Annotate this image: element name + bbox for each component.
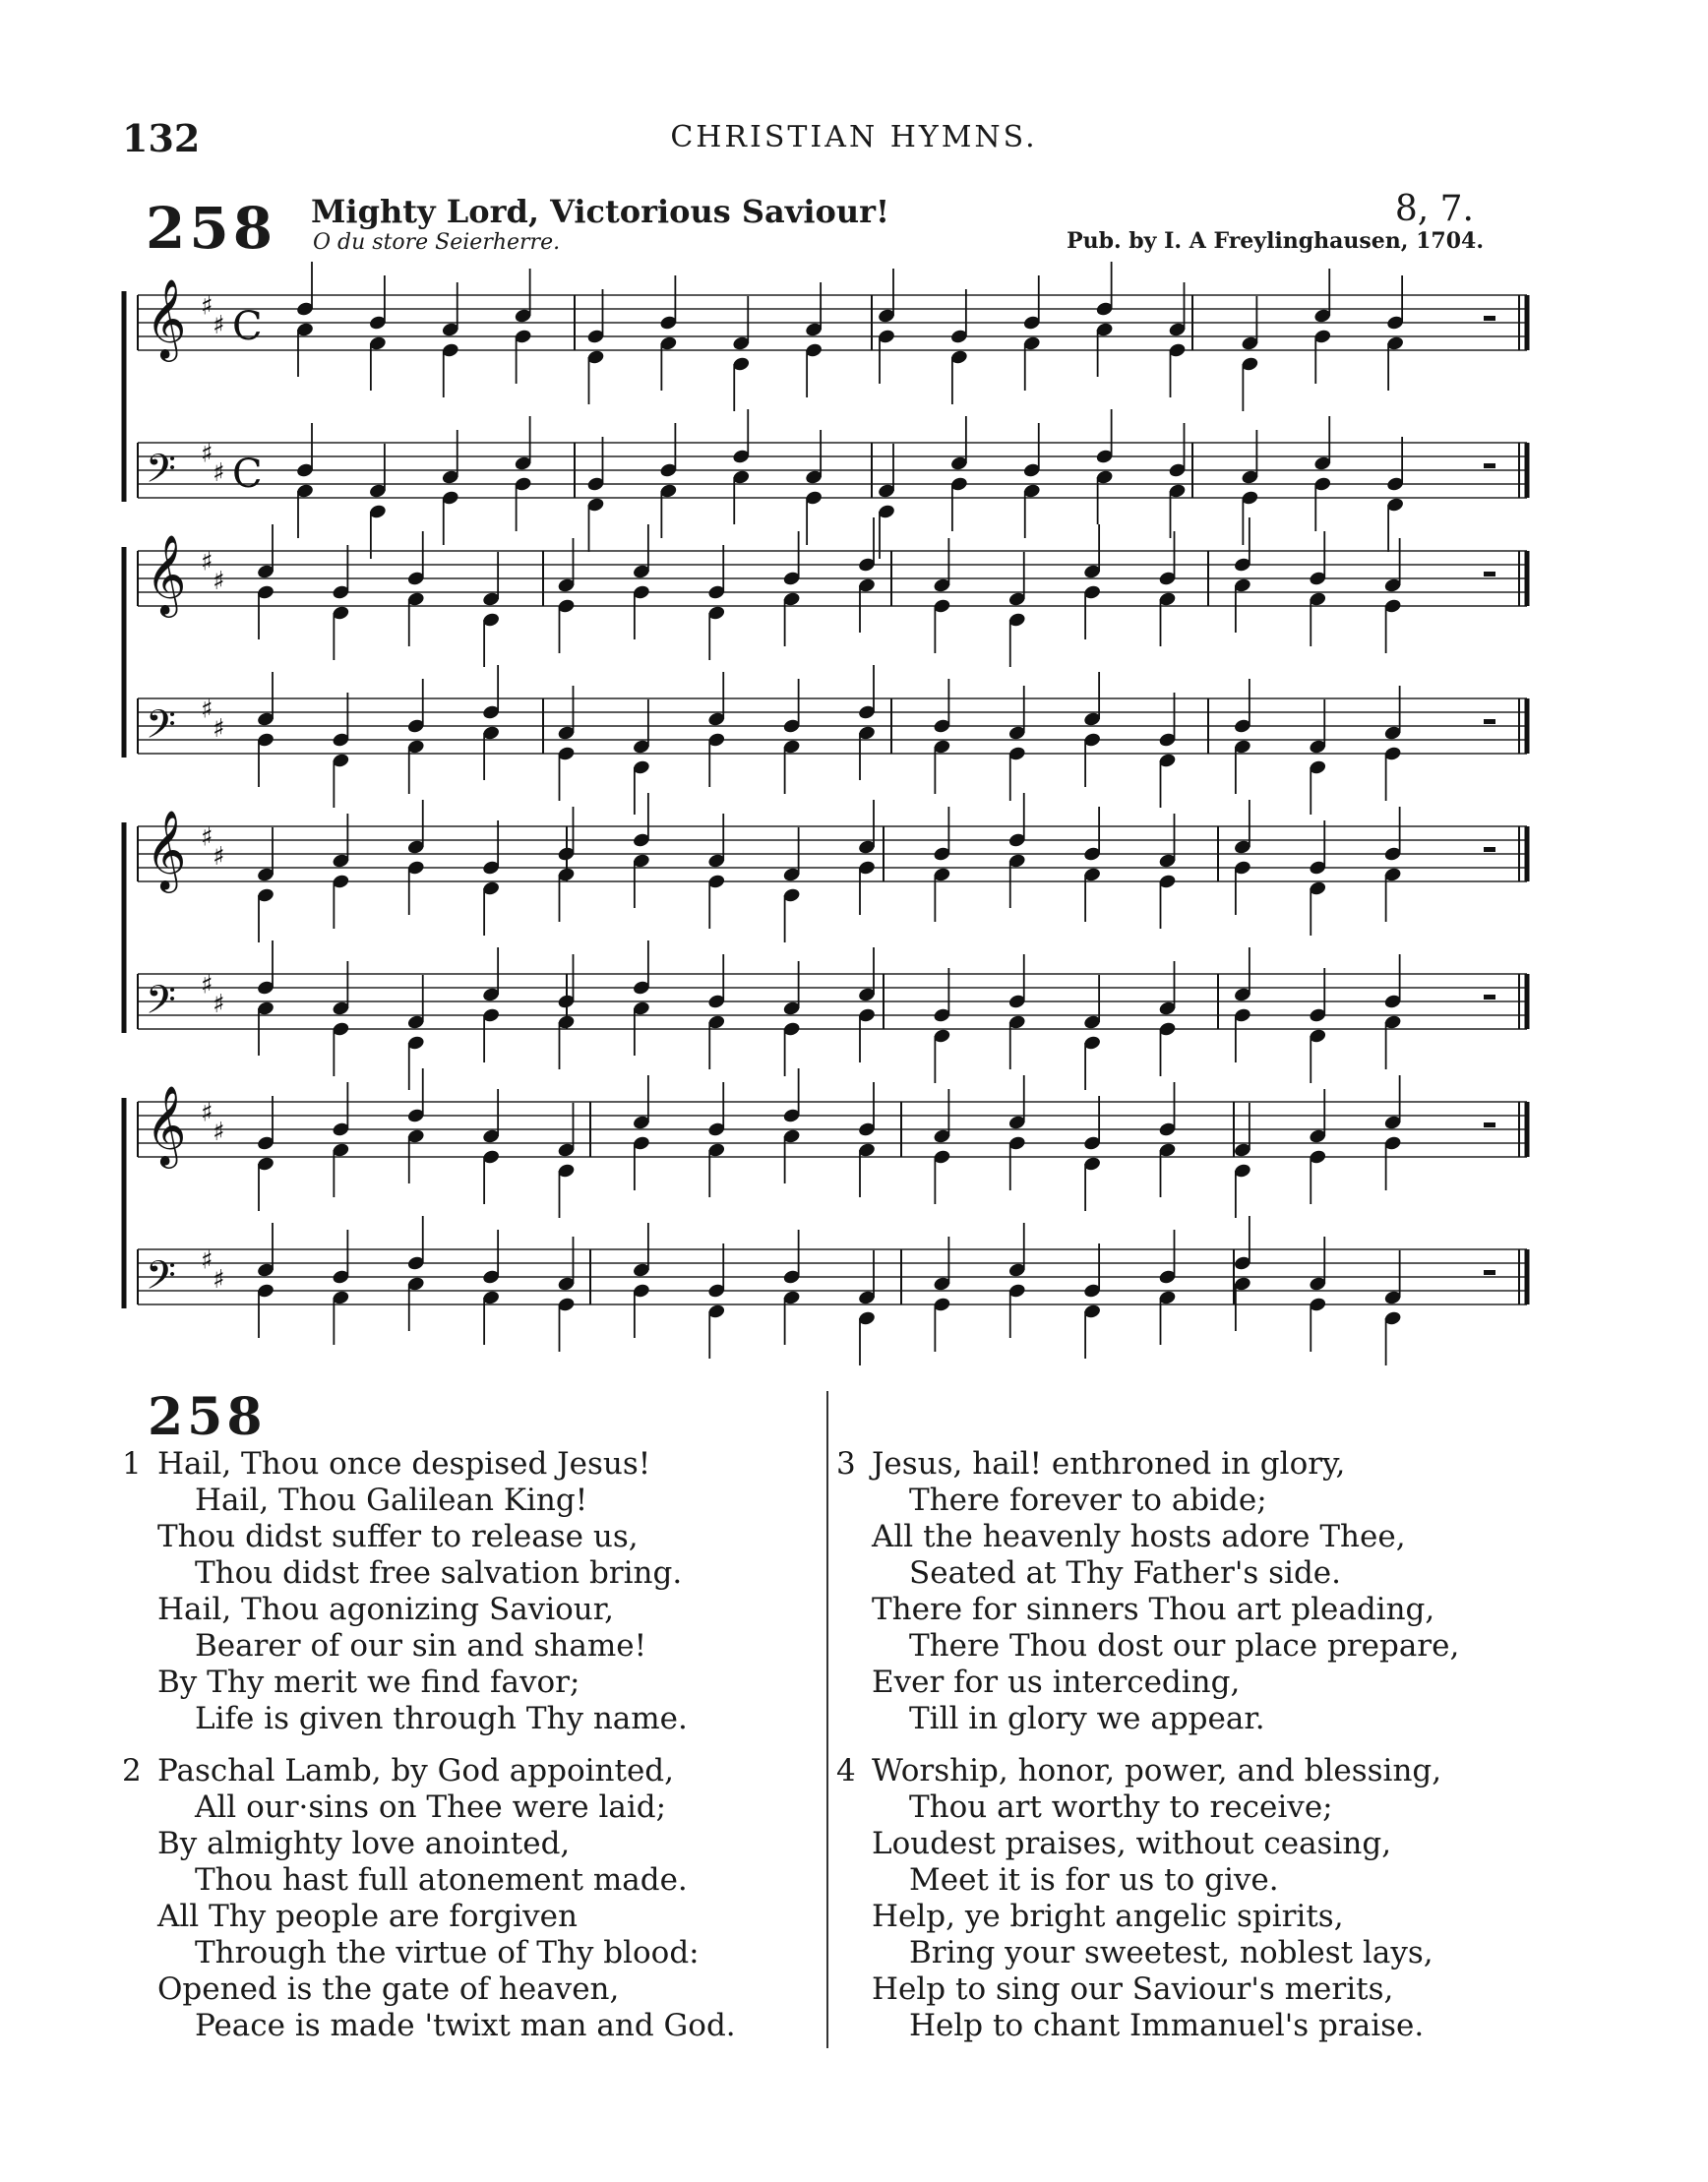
stanza-line: Life is given through Thy name. bbox=[195, 1701, 688, 1736]
bass-clef: 𝄢 bbox=[146, 977, 176, 1033]
column-divider bbox=[826, 1391, 828, 2048]
treble-clef: 𝄞 bbox=[146, 277, 187, 359]
sharp-sign: ♯ bbox=[201, 970, 214, 1000]
running-title: CHRISTIAN HYMNS. bbox=[670, 120, 1038, 154]
stanza-line: Paschal Lamb, by God appointed, bbox=[157, 1753, 675, 1788]
sharp-sign: ♯ bbox=[213, 311, 225, 341]
stanza-line: There for sinners Thou art pleading, bbox=[872, 1592, 1435, 1627]
stanza-line: All our·sins on Thee were laid; bbox=[195, 1789, 667, 1825]
text-hymn-number: 258 bbox=[148, 1387, 267, 1447]
time-signature: C bbox=[232, 451, 263, 497]
stanza-line: Bearer of our sin and shame! bbox=[195, 1628, 647, 1664]
stanza-line: Hail, Thou once despised Jesus! bbox=[157, 1446, 651, 1482]
sharp-sign: ♯ bbox=[213, 1265, 225, 1296]
bass-clef: 𝄢 bbox=[146, 1252, 176, 1308]
sharp-sign: ♯ bbox=[213, 1118, 225, 1148]
treble-clef: 𝄞 bbox=[146, 533, 187, 615]
stanza-line: Opened is the gate of heaven, bbox=[157, 1971, 620, 2007]
stanza-line: All the heavenly hosts adore Thee, bbox=[872, 1519, 1406, 1554]
stanza-line: Peace is made 'twixt man and God. bbox=[195, 2008, 736, 2043]
bass-clef: 𝄢 bbox=[146, 446, 176, 502]
hymn-title: Mighty Lord, Victorious Saviour! bbox=[311, 193, 890, 230]
treble-clef: 𝄞 bbox=[146, 1084, 187, 1166]
stanza-line: Help, ye bright angelic spirits, bbox=[872, 1899, 1344, 1934]
sharp-sign: ♯ bbox=[201, 1245, 214, 1276]
verse-number: 4 bbox=[836, 1753, 856, 1788]
sharp-sign: ♯ bbox=[213, 458, 225, 489]
stanza-line: Ever for us interceding, bbox=[872, 1665, 1241, 1700]
hymn-meter: 8, 7. bbox=[1394, 189, 1474, 229]
sharp-sign: ♯ bbox=[213, 567, 225, 597]
stanza-line: Help to sing our Saviour's merits, bbox=[872, 1971, 1394, 2007]
verse-number: 1 bbox=[122, 1446, 142, 1482]
stanza-line: Meet it is for us to give. bbox=[909, 1862, 1279, 1898]
verse-number: 2 bbox=[122, 1753, 142, 1788]
stanza-line: By almighty love anointed, bbox=[157, 1826, 571, 1861]
sharp-sign: ♯ bbox=[201, 822, 214, 853]
sharp-sign: ♯ bbox=[213, 714, 225, 745]
stanza-line: Hail, Thou Galilean King! bbox=[195, 1483, 588, 1518]
rest-sign bbox=[1484, 463, 1495, 468]
stanza-line: Thou hast full atonement made. bbox=[195, 1862, 688, 1898]
stanza-line: Thou art worthy to receive; bbox=[909, 1789, 1333, 1825]
treble-clef: 𝄞 bbox=[146, 809, 187, 890]
rest-sign bbox=[1484, 316, 1495, 321]
rest-sign bbox=[1484, 995, 1495, 1000]
rest-sign bbox=[1484, 572, 1495, 576]
stanza-line: Seated at Thy Father's side. bbox=[909, 1555, 1341, 1591]
stanza-3 bbox=[836, 1446, 1460, 1737]
stanza-line: Thou didst suffer to release us, bbox=[157, 1519, 639, 1554]
stanza-line: Thou didst free salvation bring. bbox=[195, 1555, 683, 1591]
stanza-line: Hail, Thou agonizing Saviour, bbox=[157, 1592, 615, 1627]
stanza-line: Loudest praises, without ceasing, bbox=[872, 1826, 1392, 1861]
stanza-2 bbox=[122, 1753, 736, 2044]
stanza-line: Help to chant Immanuel's praise. bbox=[909, 2008, 1425, 2043]
sharp-sign: ♯ bbox=[201, 695, 214, 725]
sharp-sign: ♯ bbox=[201, 439, 214, 469]
stanza-1 bbox=[122, 1446, 688, 1737]
hymn-source: Pub. by I. A Freylinghausen, 1704. bbox=[1067, 228, 1484, 254]
sharp-sign: ♯ bbox=[213, 990, 225, 1020]
stanza-line: There Thou dost our place prepare, bbox=[909, 1628, 1460, 1664]
sharp-sign: ♯ bbox=[201, 547, 214, 577]
sharp-sign: ♯ bbox=[213, 842, 225, 873]
stanza-line: All Thy people are forgiven bbox=[157, 1899, 578, 1934]
stanza-4 bbox=[836, 1753, 1442, 2044]
stanza-line: By Thy merit we find favor; bbox=[157, 1665, 580, 1700]
rest-sign bbox=[1484, 719, 1495, 724]
stanza-line: Worship, honor, power, and blessing, bbox=[872, 1753, 1442, 1788]
rest-sign bbox=[1484, 1270, 1495, 1275]
time-signature: C bbox=[232, 303, 263, 349]
page-number: 132 bbox=[122, 116, 201, 160]
stanza-line: Jesus, hail! enthroned in glory, bbox=[872, 1446, 1346, 1482]
stanza-line: There forever to abide; bbox=[909, 1483, 1267, 1518]
stanza-line: Through the virtue of Thy blood: bbox=[195, 1935, 700, 1970]
bass-clef: 𝄢 bbox=[146, 701, 176, 758]
rest-sign bbox=[1484, 847, 1495, 852]
stanza-line: Bring your sweetest, noblest lays, bbox=[909, 1935, 1434, 1970]
hymn-subtitle: O du store Seierherre. bbox=[313, 230, 561, 255]
verse-number: 3 bbox=[836, 1446, 856, 1482]
hymn-number: 258 bbox=[146, 195, 277, 262]
rest-sign bbox=[1484, 1122, 1495, 1127]
sharp-sign: ♯ bbox=[201, 291, 214, 322]
stanza-line: Till in glory we appear. bbox=[909, 1701, 1265, 1736]
sharp-sign: ♯ bbox=[201, 1098, 214, 1128]
